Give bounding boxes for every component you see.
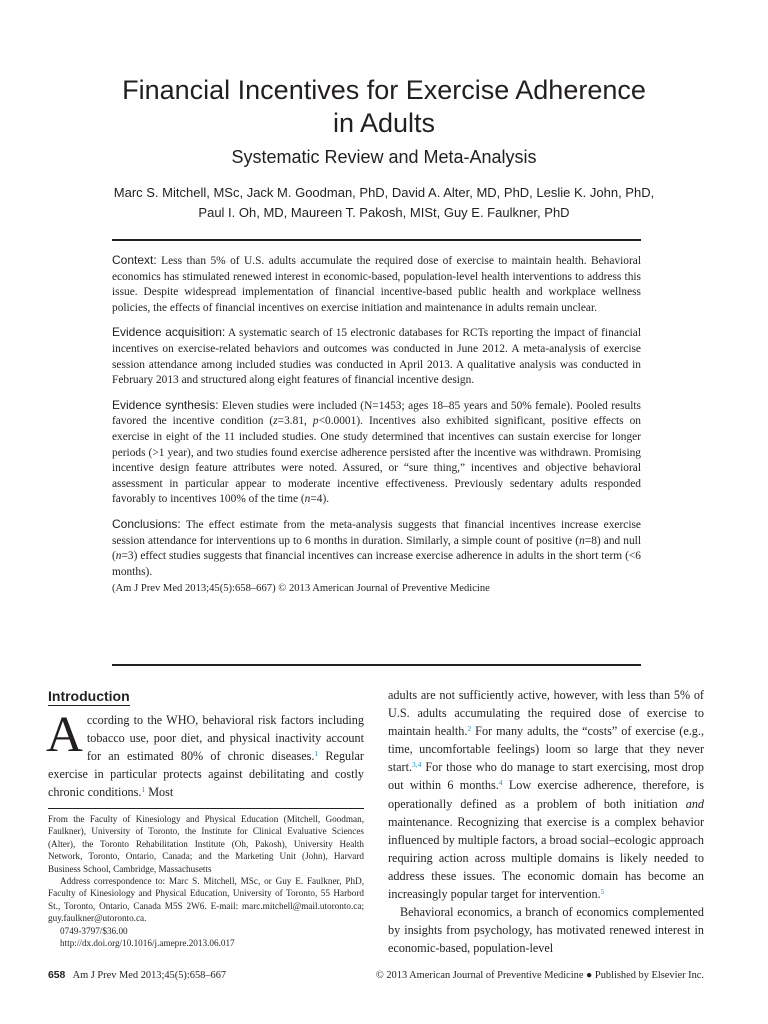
ref-link[interactable]: 1 — [314, 749, 319, 758]
journal-citation: Am J Prev Med 2013;45(5):658–667 — [72, 970, 227, 981]
ref-link[interactable]: 4 — [498, 778, 503, 788]
context-heading: Context: — [112, 253, 157, 267]
article-title — [0, 74, 768, 140]
title-line-2: in Adults — [332, 108, 436, 138]
title-line-1: Financial Incentives for Exercise Adherence — [122, 75, 646, 105]
introduction-heading: Introduction — [48, 688, 130, 704]
synthesis-text: Eleven studies were included (N=1453; ages 18–85 years and 50% female). Pooled results favored the incentive condition (z=3.81, p<0.0001). Incentives also exhibited significant, positive effects on exercise in eight of the 11 included studies. One study determined that incentives can sustain exercise for longer periods (>1 year), and two studies found exercise adherence persisted after the incentive was withdrawn. Promising incentive design feature attributes were noted. Assured, or “sure thing,” incentives and objective behavioral assessment in particular appear to moderate incentive effectiveness. Previously sedentary adults responded favorably to incentives 100% of the time (n=4). — [112, 399, 641, 506]
ref-link[interactable]: 3,4 — [412, 760, 422, 770]
abstract-acquisition — [112, 325, 641, 388]
footnotes — [48, 813, 364, 949]
ref-link[interactable]: 1 — [141, 785, 146, 794]
footnote-rule — [48, 808, 364, 809]
acquisition-text: A systematic search of 15 electronic databases for RCTs reporting the impact of financial incentives on exercise-related behaviors and outcomes was conducted in June 2012. A meta-analysis of exercise session attendance among included studies was conducted in April 2013. A qualitative analysis was conducted in February 2013 and structured along eight features of financial incentive design. — [112, 327, 642, 387]
doi-link[interactable]: http://dx.doi.org/10.1016/j.amepre.2013.06.017 — [60, 938, 235, 949]
drop-cap: A — [46, 707, 83, 763]
intro-left-column — [46, 707, 364, 801]
ref-link[interactable]: 2 — [467, 724, 472, 734]
ref-link[interactable]: 5 — [600, 887, 605, 897]
correspondence-address: Address correspondence to: Marc S. Mitchell, MSc, or Guy E. Faulkner, PhD, Faculty of Kinesiology and Physical Education, University of Toronto, 55 Harbord St., Toronto, Ontario, Canada M5S 2W6. E-mail: marc.mitchell@mail.utoronto.ca; guy.faulkner@utoronto.ca. — [48, 876, 364, 924]
abstract-context — [112, 253, 641, 316]
synthesis-heading: Evidence synthesis: — [112, 397, 219, 412]
conclusions-text: The effect estimate from the meta-analysis suggests that financial incentives increase exercise session attendance for interventions up to 6 months in duration. Similarly, a simple count of positive (n=8) and null (n=3) effect studies suggests that financial incentives can increase exercise adherence in adults in the short term (<6 months). — [112, 518, 641, 578]
copyright-notice: © 2013 American Journal of Preventive Medicine ● Published by Elsevier Inc. — [375, 970, 704, 981]
intro-paragraph: ccording to the WHO, behavioral risk factors including tobacco use, poor diet, and physical inactivity account for an estimated 80% of chronic diseases.$^1$ Regular exercise in particular protects against debilitating and costly chronic conditions.$^1$ Most — [48, 713, 364, 799]
authors-line-2: Paul I. Oh, MD, Maureen T. Pakosh, MISt, Guy E. Faulkner, PhD — [198, 205, 570, 220]
abstract-bottom-rule — [112, 664, 641, 666]
issn: 0749-3797/$36.00 — [60, 925, 128, 936]
article-subtitle: Systematic Review and Meta-Analysis — [231, 147, 537, 167]
right-paragraph-2: Behavioral economics, a branch of economics complemented by insights from psychology, has motivated renewed interest in economic-based, population-level — [388, 905, 704, 956]
abstract-citation: (Am J Prev Med 2013;45(5):658–667) © 2013 American Journal of Preventive Medicine — [112, 583, 490, 595]
conclusions-heading: Conclusions: — [112, 516, 181, 531]
abstract-synthesis — [112, 398, 641, 508]
abstract — [112, 253, 641, 606]
authors-line-1: Marc S. Mitchell, MSc, Jack M. Goodman, PhD, David A. Alter, MD, PhD, Leslie K. John, PhD, — [113, 185, 655, 200]
page-footer — [48, 969, 704, 983]
context-text: Less than 5% of U.S. adults accumulate the required dose of exercise to maintain health. Behavioral economics has stimulated renewed interest in economic-based, population-level health interventions to address this issue. Despite widespread implementation of financial incentive-based public health and workplace wellness policies, the effects of financial incentives on exercise initiation and maintenance in adults remain unclear. — [112, 255, 641, 314]
author-list — [40, 183, 728, 223]
abstract-conclusions — [112, 517, 641, 580]
page-number: 658 — [48, 970, 66, 981]
intro-right-column — [388, 686, 704, 957]
affiliations: From the Faculty of Kinesiology and Physical Education (Mitchell, Goodman, Faulkner), University of Toronto, the Institute for Clinical Evaluative Sciences (Alter), the Toronto Rehabilitation Institute (Oh, Pakosh), University Health Network, Toronto, Ontario, Canada; and the Marketing Unit (John), Harvard Business School, Cambridge, Massachusetts — [48, 814, 364, 874]
abstract-top-rule — [112, 239, 641, 241]
right-paragraph-1: adults are not sufficiently active, however, with less than 5% of U.S. adults accumulating the required dose of exercise to maintain health.$^2$ For many adults, the “costs” of exercise (e.g., time, uncomfortable feelings) loom so large that they never start.$^{3,4}$ For those who do manage to start exercising, most drop out within 6 months.$^4$ Low exercise adherence, therefore, is operationally defined as a problem of both initiation and maintenance. Recognizing that exercise is a complex behavior influenced by multiple factors, a broad social–ecologic approach requiring action across multiple domains is likely needed to address these issues. The economic domain has become an increasingly popular target for intervention.$^5$ — [388, 688, 704, 902]
acquisition-heading: Evidence acquisition: — [112, 325, 226, 340]
